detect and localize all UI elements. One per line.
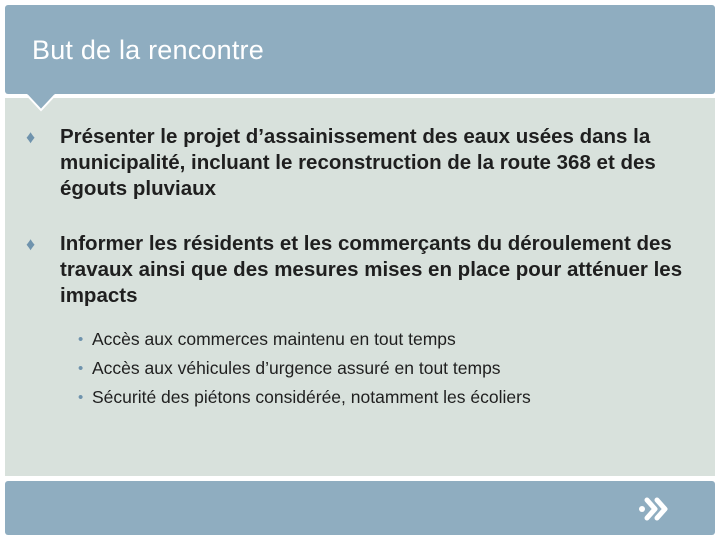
dot-bullet-icon: • [78,331,84,348]
sub-bullet-text: Accès aux véhicules d’urgence assuré en tout temps [92,358,501,378]
dot-bullet-icon: • [78,389,84,406]
footer-bar [5,481,715,535]
sub-bullet-item [78,383,531,412]
sub-bullet-item [78,325,456,354]
double-chevron-right-icon[interactable] [638,495,672,523]
sub-bullet-text: Sécurité des piétons considérée, notamment les écoliers [92,387,531,407]
sub-bullet-item [78,354,501,383]
bullet-text: Informer les résidents et les commerçants du déroulement des travaux ainsi que des mesures mises en place pour atténuer les impacts [60,232,683,307]
diamond-bullet-icon: ♦ [26,127,36,147]
diamond-bullet-icon: ♦ [26,234,36,254]
bullet-item [26,124,700,202]
dot-bullet-icon: • [78,360,84,377]
slide-title: But de la rencontre [32,35,264,65]
title-pointer-icon [27,94,55,112]
bullet-item [26,231,700,309]
sub-bullet-text: Accès aux commerces maintenu en tout temps [92,329,456,349]
title-bar [5,5,715,94]
bullet-text: Présenter le projet d’assainissement des eaux usées dans la municipalité, incluant le reconstruction de la route 368 et des égouts pluviaux [60,125,656,200]
